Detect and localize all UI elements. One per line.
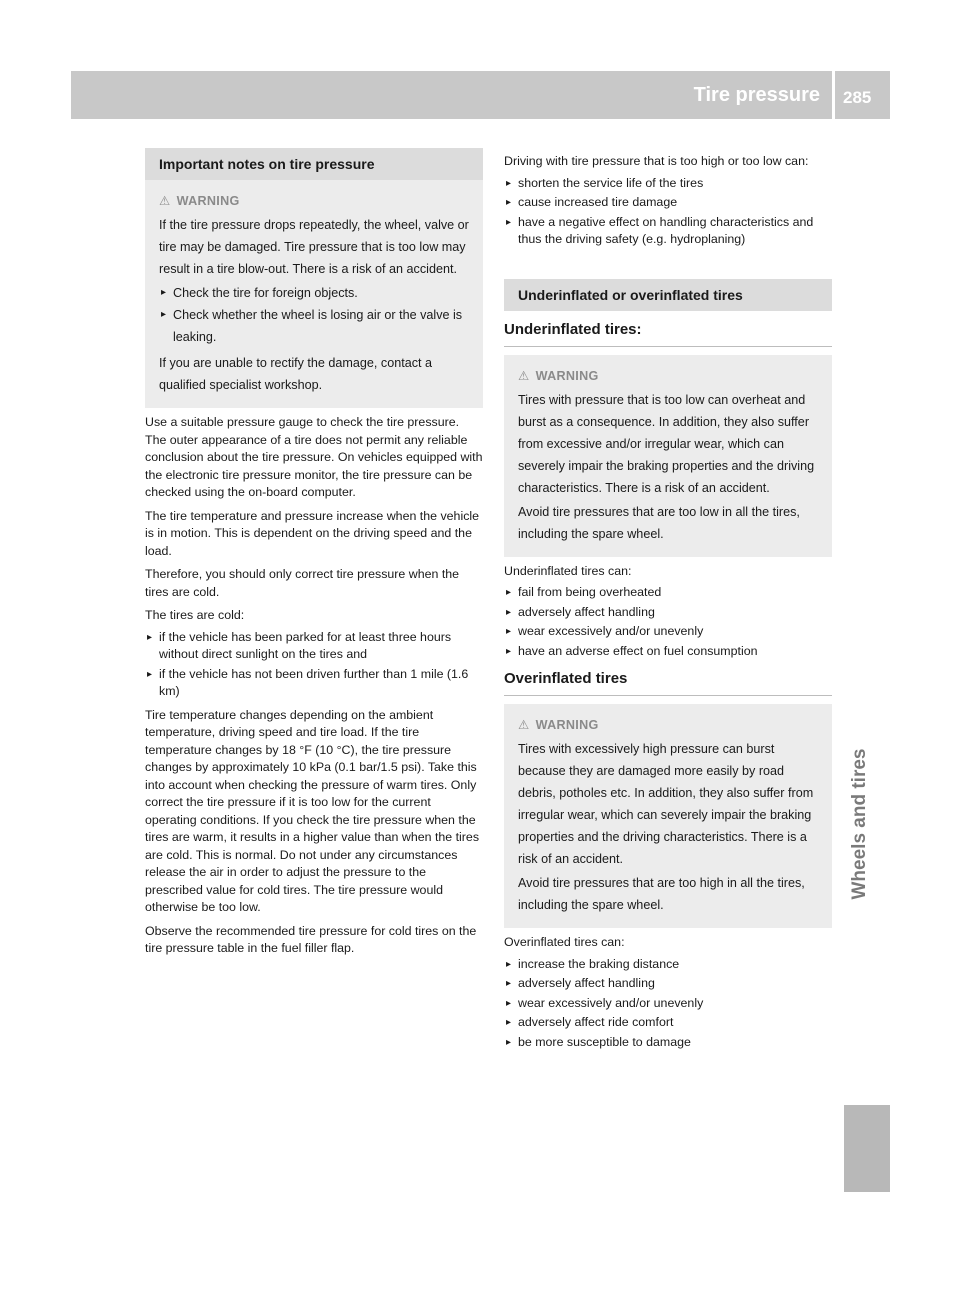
- section-heading: Underinflated or overinflated tires: [504, 279, 832, 311]
- paragraph: Underinflated tires can:: [504, 563, 632, 578]
- warning-text: If the tire pressure drops repeatedly, the wheel, valve or tire may be damaged. Tire pressure that is too low may result in a tire blow-out. There is a risk of an accident.: [159, 218, 469, 276]
- warning-box: [504, 355, 832, 557]
- warning-icon: ⚠: [159, 194, 171, 208]
- intro-list: [504, 175, 832, 249]
- paragraph: Overinflated tires can:: [504, 935, 625, 949]
- list-item: ▸ wear excessively and/or unevenly: [504, 623, 832, 641]
- paragraph: Observe the recommended tire pressure for cold tires on the tire pressure table in the fuel filler flap.: [145, 923, 477, 955]
- spacer: [504, 253, 832, 279]
- paragraph: Use a suitable pressure gauge to check the tire pressure. The outer appearance of a tire does not permit any reliable conclusion about the tire pressure. On vehicles equipped with the electronic tire pressure monitor, the tire pressure can be checked using the on-board computer.: [145, 415, 483, 499]
- warning-title: [159, 190, 473, 212]
- paragraph: The tires are cold:: [145, 608, 245, 622]
- list-item: ▸ if the vehicle has not been driven further than 1 mile (1.6 km): [145, 666, 483, 701]
- header-divider: [832, 71, 835, 119]
- section-heading: Important notes on tire pressure: [145, 148, 483, 180]
- list-item: ▸ Check whether the wheel is losing air or the valve is leaking.: [159, 304, 473, 348]
- warning-icon: ⚠: [518, 368, 530, 383]
- list-item: ▸ fail from being overheated: [504, 584, 832, 602]
- right-column: [504, 153, 832, 1055]
- warning-footer: Avoid tire pressures that are too low in all the tires, including the spare wheel.: [518, 504, 800, 541]
- side-tab: [842, 688, 878, 960]
- list-item: ▸ increase the braking distance: [504, 956, 832, 974]
- subheading-underinflated: Underinflated tires:: [504, 321, 832, 347]
- list-item: ▸ be more susceptible to damage: [504, 1034, 832, 1052]
- side-tab-label: Wheels and tires: [849, 748, 870, 900]
- list-item: ▸ if the vehicle has been parked for at least three hours without direct sunlight on the tires and: [145, 629, 483, 664]
- body-text: [145, 414, 483, 958]
- list-item: ▸ adversely affect ride comfort: [504, 1014, 832, 1032]
- body-text: [504, 934, 832, 1051]
- paragraph: The tire temperature and pressure increase when the vehicle is in motion. This is dependent on the driving speed and the load.: [145, 508, 480, 558]
- over-list: [504, 956, 832, 1052]
- warning-list: [159, 282, 473, 348]
- list-item: ▸ adversely affect handling: [504, 604, 832, 622]
- side-tab-block: [844, 1105, 890, 1192]
- warning-footer: Avoid tire pressures that are too high in all the tires, including the spare wheel.: [518, 876, 805, 912]
- list-item: ▸ have an adverse effect on fuel consumption: [504, 643, 832, 661]
- warning-text: Tires with excessively high pressure can burst because they are damaged more easily by road debris, potholes etc. In addition, they also suffer from irregular wear, which can severely impair the braking properties and the driving characteristics. There is a risk of an accident.: [518, 742, 814, 866]
- body-text: [504, 563, 832, 661]
- warning-label: WARNING: [176, 194, 240, 208]
- warning-box: [145, 180, 483, 408]
- list-item: ▸ have a negative effect on handling characteristics and thus the driving safety (e.g. hydroplaning): [504, 214, 832, 249]
- warning-footer: If you are unable to rectify the damage, contact a qualified specialist workshop.: [159, 356, 433, 392]
- list-item: ▸ cause increased tire damage: [504, 194, 832, 212]
- warning-icon: ⚠: [518, 718, 530, 732]
- list-item: ▸ wear excessively and/or unevenly: [504, 995, 832, 1013]
- body-text: [504, 153, 832, 249]
- warning-text: Tires with pressure that is too low can overheat and burst as a consequence. In addition, they also suffer from excessive and/or irregular wear, which can severely impair the braking properties and the driving characteristics. There is a risk of an accident.: [518, 392, 815, 495]
- under-list: [504, 584, 832, 660]
- page-title: Tire pressure: [693, 84, 820, 106]
- paragraph: Therefore, you should only correct tire pressure when the tires are cold.: [145, 567, 460, 599]
- paragraph: Tire temperature changes depending on the ambient temperature, driving speed and tire load. If the tire temperature changes by 18 °F (10 °C), the tire pressure changes by approximately 10 kPa (0.1 bar/1.5 psi). Take this into account when checking the pressure of warm tires. Only correct the tire pressure if it is too low for the current operating conditions. If you check the tire pressure when the tires are warm, it results in a higher value than when the tires are cold. This is normal. Do not under any circumstances release the air in order to adjust the pressure to the prescribed value for cold tires. The tire pressure would otherwise be too low.: [145, 707, 480, 914]
- warning-title: [518, 714, 822, 736]
- paragraph: Driving with tire pressure that is too high or too low can:: [504, 154, 809, 168]
- cold-list: [145, 629, 483, 701]
- list-item: ▸ Check the tire for foreign objects.: [159, 282, 473, 304]
- warning-box: [504, 704, 832, 928]
- warning-title: [518, 365, 822, 387]
- list-item: ▸ adversely affect handling: [504, 975, 832, 993]
- list-item: ▸ shorten the service life of the tires: [504, 175, 832, 193]
- warning-label: WARNING: [535, 718, 599, 732]
- subheading-overinflated: Overinflated tires: [504, 670, 832, 696]
- warning-label: WARNING: [535, 368, 599, 383]
- left-column: [145, 148, 483, 962]
- page-number: 285: [843, 88, 872, 107]
